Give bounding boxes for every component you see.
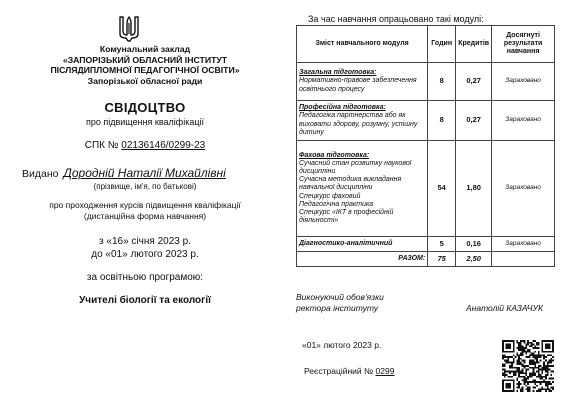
- modules-table: [296, 25, 555, 267]
- issuer-line-2: «ЗАПОРІЗЬКИЙ ОБЛАСНИЙ ІНСТИТУТ: [62, 54, 228, 65]
- module-title: Фахова підготовка:: [299, 151, 370, 159]
- certificate-title: СВІДОЦТВО: [104, 100, 186, 115]
- hours-cell: 8: [428, 63, 456, 101]
- header-hours: Годин: [428, 26, 456, 63]
- program-name: Учителі біології та екології: [79, 295, 211, 306]
- recipient-name-hint: (прізвище, ім'я, по батькові): [93, 182, 197, 191]
- program-intro: за освітньою програмою:: [86, 272, 204, 283]
- signatory-role-line-1: Виконуючий обов'язки: [296, 292, 384, 302]
- signatory-name: Анатолій КАЗАЧУК: [466, 303, 543, 313]
- header-credits: Кредитів: [456, 26, 492, 63]
- module-cell: [297, 101, 428, 141]
- total-label: РАЗОМ:: [297, 252, 428, 267]
- course-date-to: до «01» лютого 2023 р.: [91, 249, 199, 260]
- registration-line: [304, 366, 394, 376]
- module-item: Спецкурс «ІКТ в професійній діяльності»: [299, 209, 394, 225]
- module-title: Професійна підготовка:: [299, 104, 386, 112]
- credits-cell: 0,27: [456, 63, 492, 101]
- module-item: Сучасний стан розвитку наукової дисципліни: [299, 159, 412, 175]
- module-cell: [297, 237, 428, 252]
- issued-label: Видано: [22, 168, 59, 180]
- module-item: Педагогічна практика: [299, 200, 374, 208]
- header-result: Досягнуті результати навчання: [492, 26, 555, 63]
- trident-emblem-icon: [118, 14, 140, 42]
- module-cell: [297, 63, 428, 101]
- module-title: Діагностико-аналітичний: [299, 239, 393, 247]
- credits-cell: 0,27: [456, 101, 492, 141]
- credits-cell: 1,80: [456, 141, 492, 237]
- credits-cell: 0,16: [456, 237, 492, 252]
- certificate-number: 02136146/0299-23: [121, 140, 206, 151]
- course-date-from: з «16» січня 2023 р.: [99, 236, 191, 247]
- course-line-1: про проходження курсів підвищення кваліфікації: [49, 200, 241, 210]
- qr-code-icon: [502, 340, 554, 392]
- certificate-number-prefix: СПК №: [84, 140, 119, 151]
- header-module: Зміст навчального модуля: [297, 26, 428, 63]
- issuer-line-4: Запорізької обласної ради: [87, 75, 203, 86]
- result-cell: Зараховано: [492, 63, 555, 101]
- certificate-right-page: [290, 0, 573, 404]
- module-item: Спецкурс фаховий: [299, 192, 361, 200]
- result-cell: Зараховано: [492, 237, 555, 252]
- table-row: [297, 141, 555, 237]
- certificate-number-line: [0, 140, 290, 151]
- hours-cell: 54: [428, 141, 456, 237]
- issue-date: «01» лютого 2023 р.: [302, 340, 382, 350]
- issuer-block: [0, 44, 290, 86]
- module-cell: [297, 141, 428, 237]
- module-item: Сучасна методика викладання навчальної дисципліни: [299, 176, 402, 192]
- table-row: [297, 237, 555, 252]
- issued-to-line: [22, 166, 226, 180]
- modules-header-row: [297, 26, 555, 63]
- module-item: Педагогіка партнерства або як виховати здорову, розумну, успішну дитину: [299, 112, 418, 136]
- total-hours: 75: [428, 252, 456, 267]
- registration-number: 0299: [375, 366, 395, 376]
- module-item: Нормативно-правове забезпечення освітнього процесу: [299, 77, 417, 93]
- issuer-line-3: ПІСЛЯДИПЛОМНОЇ ПЕДАГОГІЧНОЇ ОСВІТИ»: [50, 65, 240, 76]
- hours-cell: 8: [428, 101, 456, 141]
- module-title: Загальна підготовка:: [299, 69, 377, 77]
- hours-cell: 5: [428, 237, 456, 252]
- registration-label: Реєстраційний №: [304, 366, 374, 376]
- course-line-2: (дистанційна форма навчання): [83, 211, 207, 221]
- certificate-subtitle: про підвищення кваліфікації: [85, 117, 204, 127]
- table-row: [297, 101, 555, 141]
- signatory-role: [296, 292, 384, 314]
- result-cell: Зараховано: [492, 141, 555, 237]
- modules-caption: За час навчання опрацьовано такі модулі:: [308, 14, 484, 24]
- total-credits: 2,50: [456, 252, 492, 267]
- total-row: [297, 252, 555, 267]
- recipient-name: Дородній Наталії Михайлівні: [63, 166, 226, 180]
- signatory-role-line-2: ректора інституту: [296, 303, 379, 313]
- issuer-line-1: Комунальний заклад: [99, 44, 191, 54]
- total-result-empty: [492, 252, 555, 267]
- table-row: [297, 63, 555, 101]
- course-description: [0, 200, 290, 222]
- result-cell: Зараховано: [492, 101, 555, 141]
